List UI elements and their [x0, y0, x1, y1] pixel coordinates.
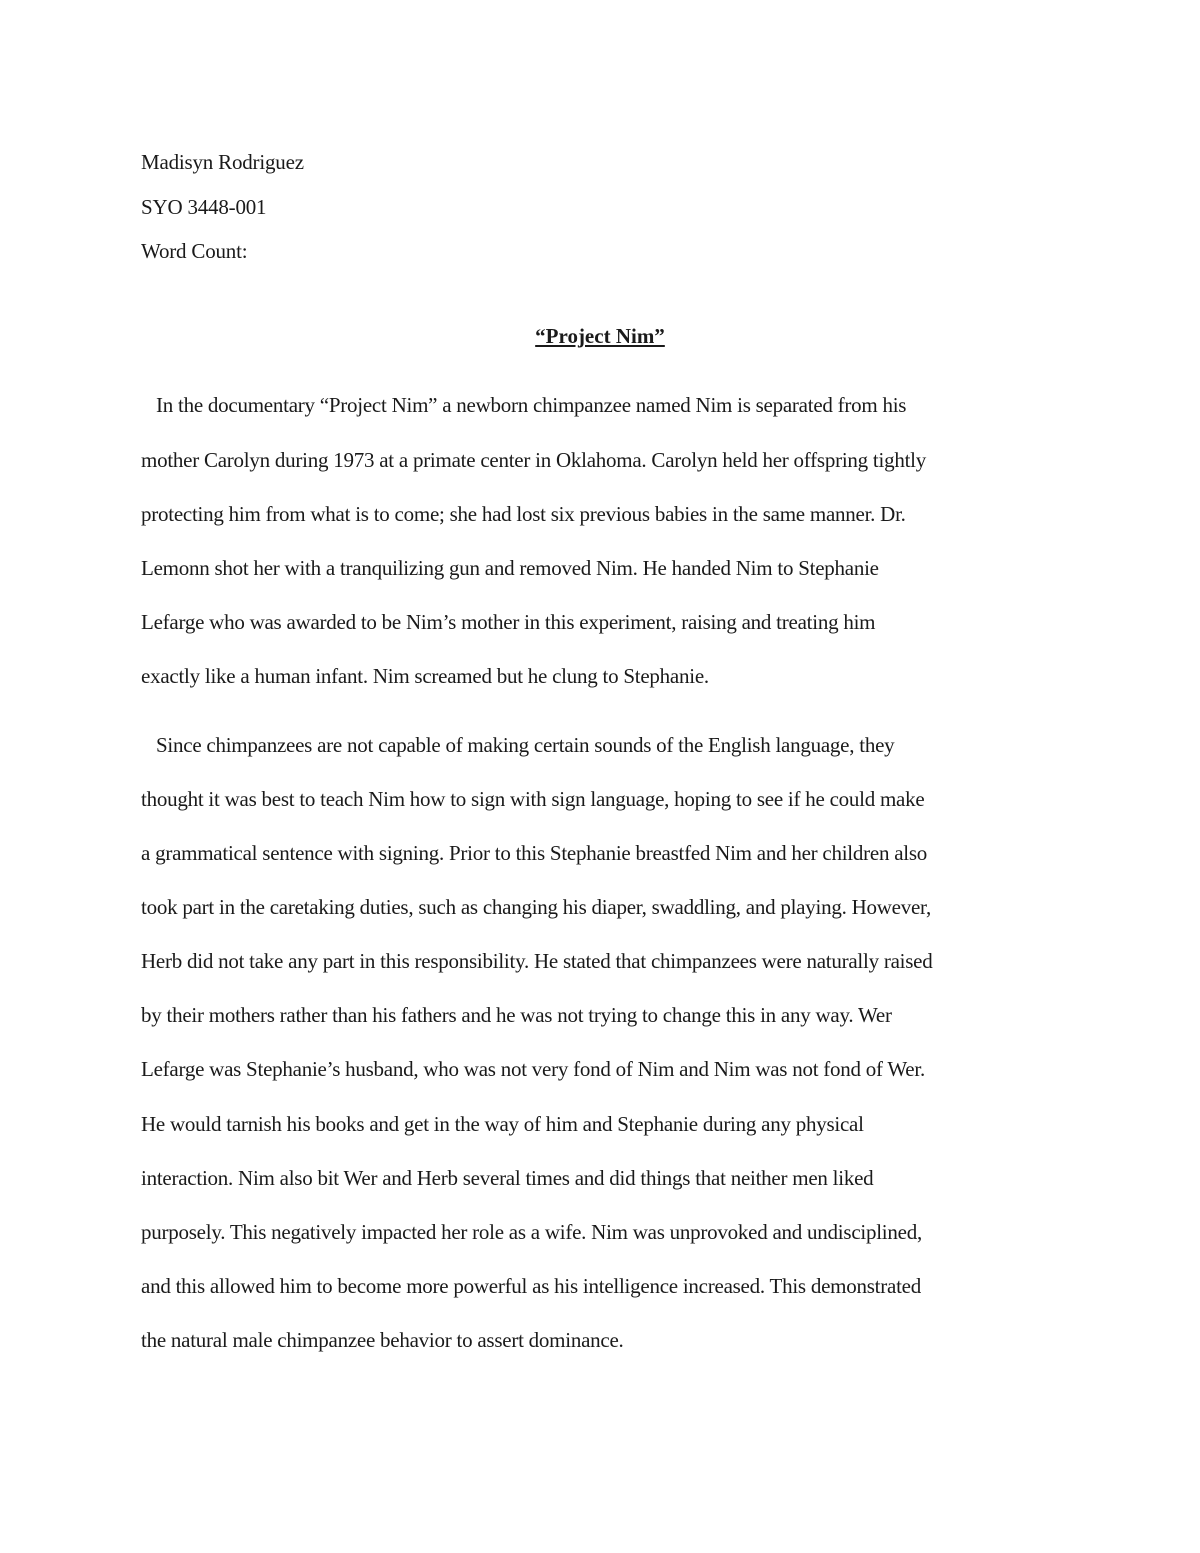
paragraph-2-line: Since chimpanzees are not capable of making certain sounds of the English language, they: [141, 733, 895, 757]
paragraph-2-line: Herb did not take any part in this responsibility. He stated that chimpanzees were naturally raised: [141, 949, 933, 973]
paragraph-1-line: exactly like a human infant. Nim screamed but he clung to Stephanie.: [141, 664, 709, 688]
paragraph-1-line: In the documentary “Project Nim” a newborn chimpanzee named Nim is separated from his: [141, 393, 907, 417]
paragraph-2-line: thought it was best to teach Nim how to sign with sign language, hoping to see if he could make: [141, 787, 925, 811]
paragraph-1-line: protecting him from what is to come; she had lost six previous babies in the same manner. Dr.: [141, 502, 906, 526]
essay-title: “Project Nim”: [535, 324, 665, 348]
paragraph-2-line: interaction. Nim also bit Wer and Herb several times and did things that neither men liked: [141, 1166, 874, 1190]
author-name: Madisyn Rodriguez: [141, 150, 304, 174]
paragraph-2-line: a grammatical sentence with signing. Prior to this Stephanie breastfed Nim and her children also: [141, 841, 928, 865]
paragraph-2-line: He would tarnish his books and get in the way of him and Stephanie during any physical: [141, 1112, 864, 1136]
document-header: [141, 140, 304, 274]
paragraph-1-line: Lemonn shot her with a tranquilizing gun and removed Nim. He handed Nim to Stephanie: [141, 556, 879, 580]
paragraph-1-line: Lefarge who was awarded to be Nim’s mother in this experiment, raising and treating him: [141, 610, 876, 634]
paragraph-2-line: took part in the caretaking duties, such as changing his diaper, swaddling, and playing. However,: [141, 895, 931, 919]
paragraph-2-line: Lefarge was Stephanie’s husband, who was not very fond of Nim and Nim was not fond of Wer.: [141, 1057, 925, 1081]
paragraph-2-line: by their mothers rather than his fathers and he was not trying to change this in any way. Wer: [141, 1003, 892, 1027]
word-count-label: Word Count:: [141, 239, 248, 263]
paragraph-2-line: purposely. This negatively impacted her role as a wife. Nim was unprovoked and undisciplined,: [141, 1220, 922, 1244]
paragraph-2-line: the natural male chimpanzee behavior to assert dominance.: [141, 1328, 624, 1352]
course-code: SYO 3448-001: [141, 194, 267, 219]
paragraph-2-line: and this allowed him to become more powerful as his intelligence increased. This demonstrated: [141, 1274, 921, 1298]
paragraph-1-line: mother Carolyn during 1973 at a primate center in Oklahoma. Carolyn held her offspring tightly: [141, 448, 926, 472]
